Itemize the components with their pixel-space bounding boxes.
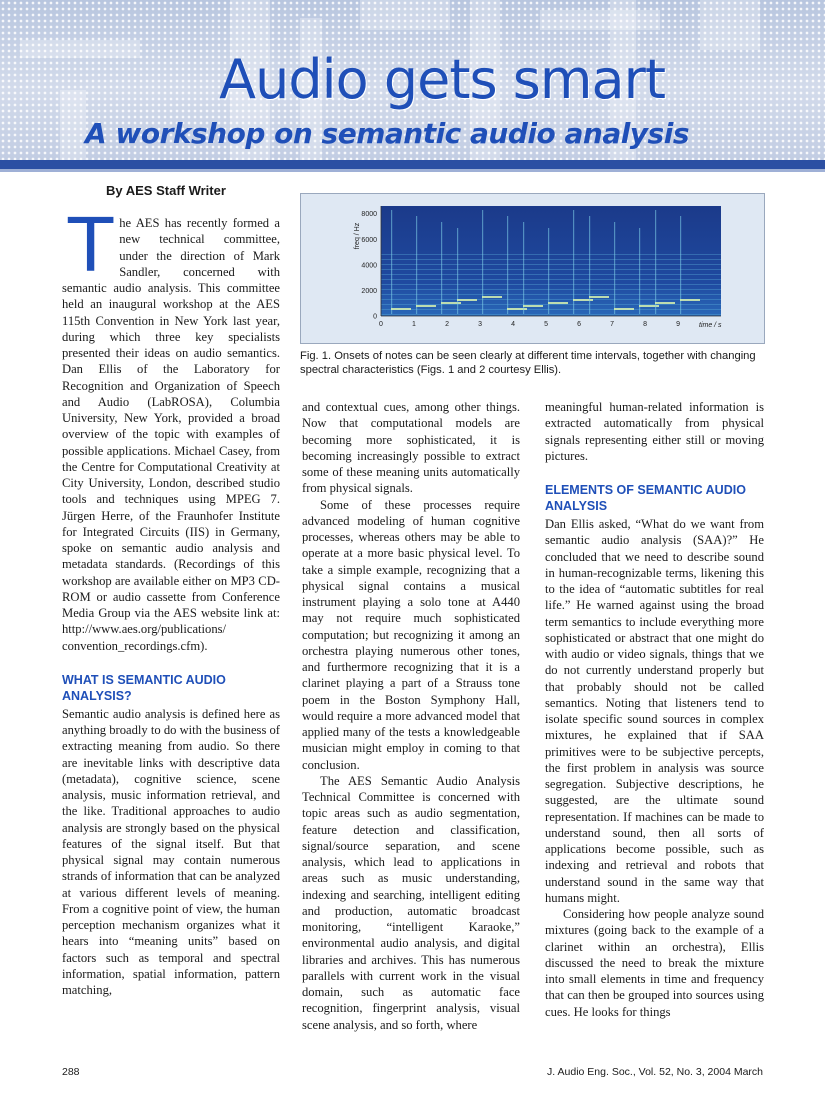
onset-line — [639, 228, 640, 314]
x-tick-label: 3 — [478, 321, 482, 328]
paragraph: Considering how people analyze sound mixtures (going back to the example of a clarinet within an orchestra), Ellis discussed the need to break the mixture into small elements in time and frequency that can then be grouped into sources using cues. He looks for things — [545, 907, 764, 1019]
y-axis-label: freq / Hz — [354, 222, 361, 250]
note-band — [391, 308, 411, 310]
paragraph: meaningful human-related information is extracted automatically from physical signals representing either still or moving pictures. — [545, 400, 764, 463]
paragraph: he AES has recently formed a new technical committee, under the direction of Mark Sandler, concerned with semantic audio analysis. This committee held an inaugural workshop at the AES 115th Convention in New York last year, during which three key specialists presented their ideas on audio semantics. Dan Ellis of the Laboratory for Recognition and Organization of Speech and Audio (LabROSA), Columbia University, New York, provided a broad overview of the topic with examples of possible applications. Michael Casey, from the Centre for Computational Creativity at City University, London, described studio tools and techniques using MPEG 7. Jürgen Herre, of the Fraunhofer Institute for Integrated Circuits (IIS) in Germany, spoke on semantic audio analysis and metadata standards. (Recordings of this workshop are available either on MP3 CD-ROM or audio cassette from Conference Media Group via the AES website link at: http://www.aes.org/publications/ convention_recordings.cfm). — [62, 216, 280, 653]
note-band — [680, 299, 700, 301]
article-title: Audio gets smart — [219, 48, 665, 111]
section-heading: ELEMENTS OF SEMANTIC AUDIO ANALYSIS — [545, 483, 746, 513]
paragraph: Some of these processes require advanced modeling of human cognitive processes, whereas others may be able to operate at a more basic physical level. To take a simple example, recognizing that a physical signal contains a musical instrument playing a solo tone at A440 may not require much sophisticated computation; but recognizing it among an orchestra playing numerous other tones, and furthermore recognizing that it is a clarinet playing a part of a Strauss tone poem in the Boston Symphony Hall, would require a more advanced model that applied many of the tests a knowledgeable musician might employ in coming to that conclusion. — [302, 497, 520, 772]
onset-line — [614, 222, 615, 314]
banner-rule-light — [0, 169, 825, 172]
y-tick-label: 8000 — [361, 211, 377, 219]
onset-line — [523, 222, 524, 314]
paragraph: and contextual cues, among other things. Now that computational models are becoming more sophisticated, it is becoming increasingly possible to extract some of these meaning units automatically from physical signals. — [302, 400, 520, 496]
onset-line — [548, 228, 549, 314]
x-tick-label: 5 — [544, 321, 549, 328]
x-tick-label: 4 — [511, 321, 515, 328]
byline: By AES Staff Writer — [106, 183, 226, 198]
section-heading: WHAT IS SEMANTIC AUDIO ANALYSIS? — [62, 672, 226, 703]
x-axis-label: time / s — [699, 322, 722, 329]
banner-rule — [0, 160, 825, 169]
note-band — [457, 299, 477, 301]
note-band — [416, 305, 436, 307]
x-tick-label: 7 — [610, 321, 615, 328]
onset-line — [482, 210, 483, 314]
x-tick-label: 8 — [643, 321, 648, 328]
paragraph: Semantic audio analysis is defined here as anything broadly to do with the business of extracting meaning from audio. So there are inevitable links with descriptive data (metadata), cognitive science, scene analysis, music information retrieval, and the like. Traditional approaches to audio analysis are strongly based on the physical features of the signal itself. But that physical signal may contain numerous strands of information that can be analyzed at various different levels of meaning. From a cognitive point of view, the human perception mechanism organizes what it hears into “meaning units” based on factors such as temporal and spectral information, spatial information, pattern matching, — [62, 706, 280, 997]
spectrogram-chart — [301, 194, 764, 343]
onset-line — [507, 216, 508, 314]
onset-line — [655, 210, 656, 314]
y-tick-label: 6000 — [361, 236, 377, 244]
note-band — [482, 296, 502, 298]
onset-line — [416, 216, 417, 314]
paragraph: The AES Semantic Audio Analysis Technical Committee is concerned with topic areas such as audio segmentation, feature detection and classification, signal/source separation, and scene analysis, which lead to applications in areas such as music understanding, indexing and searching, intelligent editing and production, automatic broadcast monitoring, “intelligent Karaoke,” environmental audio analysis, and digital libraries and archives. This has numerous parallels with current work in the visual domain, such as automatic face recognition, fingerprint analysis, visual scene analysis, and so forth, where — [302, 773, 520, 1032]
onset-line — [573, 210, 574, 314]
note-band — [614, 308, 634, 310]
spectrogram-figure — [300, 193, 765, 344]
y-tick-label: 4000 — [361, 262, 377, 270]
x-tick-label: 1 — [412, 321, 416, 328]
x-tick-label: 0 — [379, 321, 383, 328]
column-3 — [545, 399, 764, 1020]
note-band — [589, 296, 609, 298]
y-tick-label: 2000 — [361, 287, 377, 295]
onset-line — [457, 228, 458, 314]
note-band — [548, 302, 568, 304]
article-subtitle: A workshop on semantic audio analysis — [85, 117, 689, 150]
note-band — [523, 305, 543, 307]
onset-line — [589, 216, 590, 314]
page-number: 288 — [62, 1066, 80, 1078]
onset-line — [391, 210, 392, 314]
x-tick-label: 9 — [676, 321, 681, 328]
x-tick-label: 2 — [445, 321, 449, 328]
y-tick-label: 0 — [373, 313, 377, 321]
note-band — [655, 302, 675, 304]
drop-cap: T — [68, 203, 114, 289]
figure-caption: Fig. 1. Onsets of notes can be seen clearly at different time intervals, together with changing spectral characteristics (Figs. 1 and 2 courtesy Ellis). — [300, 350, 756, 376]
journal-citation: J. Audio Eng. Soc., Vol. 52, No. 3, 2004 March — [547, 1066, 763, 1078]
onset-line — [441, 222, 442, 314]
column-1 — [62, 203, 280, 998]
paragraph: Dan Ellis asked, “What do we want from semantic audio analysis (SAA)?” He concluded that we need to describe sound in human-recognizable terms, likening this to the idea of “automatic subtitles for real life.” He warned against using the broad term semantics to include everything more sophisticated or abstract that one might do with audio or video signals, things that we do not currently understand properly but that probably should not be called semantics. Noting that listeners tend to isolate specific sound sources in complex mixtures, he explained that if SAA primitives were to be subjective percepts, the first problem in analysis was source segregation. Subjective descriptions, he suggested, are the ultimate sound representation. If machines can be made to understand sound, then all sorts of applications become possible, such as indexing and retrieval and robots that understand sound in the same way that humans might. — [545, 517, 764, 905]
x-tick-label: 6 — [577, 321, 582, 328]
header-banner — [0, 0, 825, 160]
column-2 — [302, 399, 520, 1033]
